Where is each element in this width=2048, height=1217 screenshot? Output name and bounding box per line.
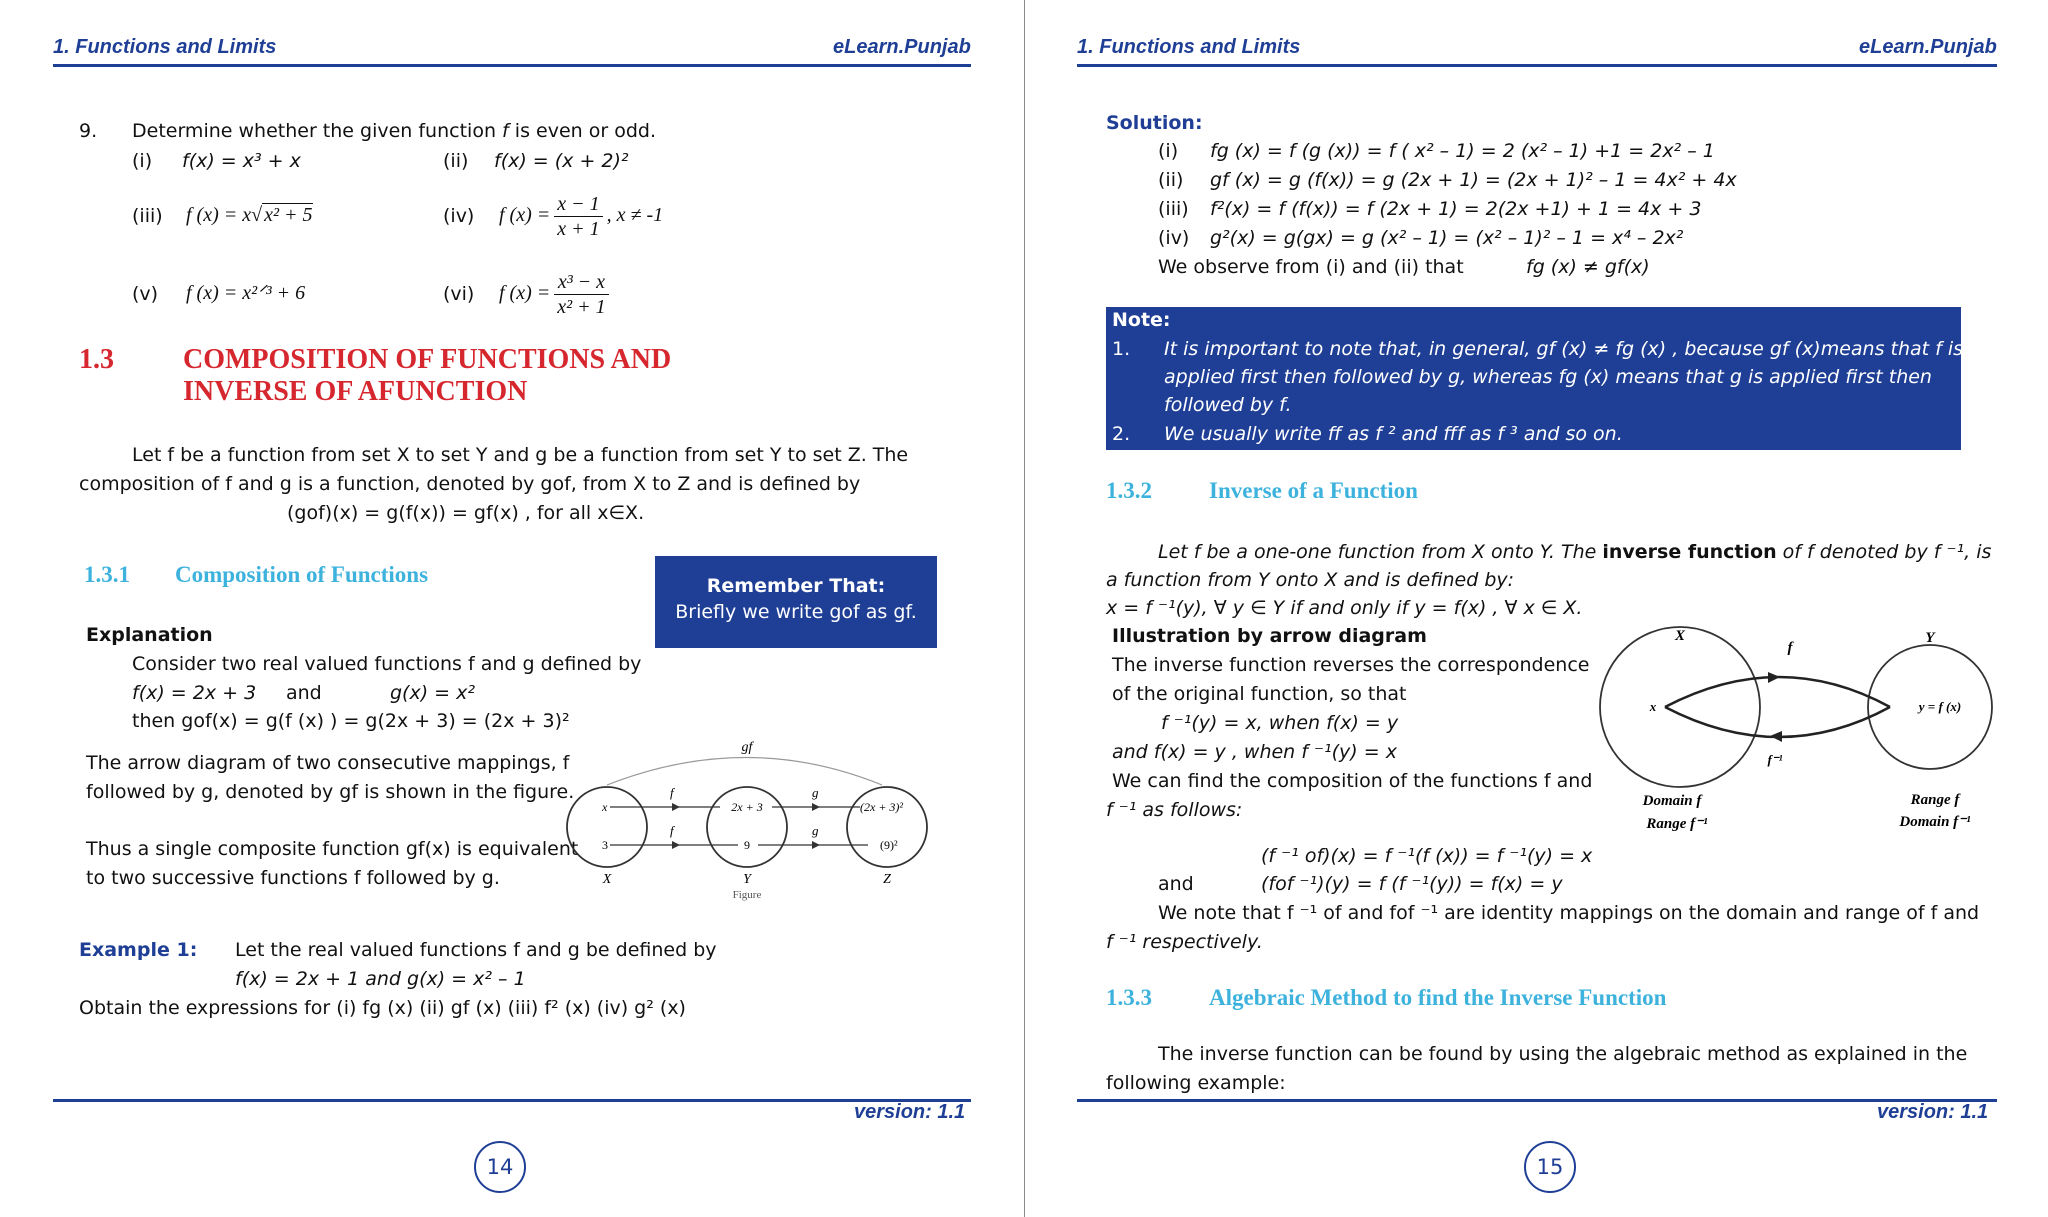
footer-rule [1077,1099,1997,1102]
question-number: 9. [79,120,98,142]
example-line3: Obtain the expressions for (i) fg (x) (ii) gf (x) (iii) f² (x) (iv) g² (x) [79,997,686,1019]
example-line2: f(x) = 2x + 1 and g(x) = x² – 1 [235,968,526,990]
fig2-set-y: Y [1925,630,1935,646]
sol-observe: We observe from (i) and (ii) that [1158,256,1464,278]
algebraic-line2: following example: [1106,1072,1286,1094]
sol-iv: g²(x) = g(gx) = g (x² – 1) = (x² – 1)² – 1 = x⁴ – 2x² [1210,227,1684,249]
fig-g-label-bottom: g [812,823,819,838]
header-rule [1077,64,1997,67]
section-title-line2: INVERSE OF AFUNCTION [183,376,528,407]
explanation-line3: then gof(x) = g(f (x) ) = g(2x + 3) = (2x + 3)² [132,710,570,732]
sol-ii: gf (x) = g (f(x)) = g (2x + 1) = (2x + 1)² – 1 = 4x² + 4x [1210,169,1737,191]
note-box [1106,307,1964,450]
header-rule [53,64,971,67]
version-label: version: 1.1 [1877,1101,1989,1123]
illustration-heading: Illustration by arrow diagram [1112,625,1427,647]
label-v: (v) [132,283,159,305]
explanation-gx: g(x) = x² [390,682,475,704]
fig-g-label-top: g [812,785,819,800]
subsection-title: Composition of Functions [175,562,429,587]
illus-line4: and f(x) = y , when f ⁻¹(y) = x [1112,741,1397,763]
composition-line1: (f ⁻¹ of)(x) = f ⁻¹(f (x)) = f ⁻¹(y) = x [1261,845,1593,867]
identity-line2: f ⁻¹ respectively. [1106,931,1263,953]
intro-line1: Let f be a function from set X to set Y and g be a function from set Y to set Z. The [132,444,909,466]
sol-observe-result: fg (x) ≠ gf(x) [1526,256,1650,278]
label-iii: (iii) [132,205,163,227]
label-vi: (vi) [443,283,475,305]
fig-set-z: Z [883,872,891,887]
intro-line2: composition of f and g is a function, denoted by gof, from X to Z and is defined by [79,473,861,495]
illus-line2: of the original function, so that [1112,683,1407,705]
inverse-line2: a function from Y onto X and is defined by: [1106,569,1515,591]
fig2-set-x: X [1674,628,1686,644]
illus-line6: f ⁻¹ as follows: [1106,799,1243,821]
sol-label-i: (i) [1158,140,1179,162]
illus-line3: f ⁻¹(y) = x, when f(x) = y [1161,712,1399,734]
fig2-y-point: y = f (x) [1918,699,1962,714]
solution-label: Solution: [1106,112,1203,134]
fig2-range-f: Range f [1910,792,1960,808]
example-line1: Let the real valued functions f and g be defined by [235,939,717,961]
inverse-line1: Let f be a one-one function from X onto Y. The inverse function of f denoted by f ⁻¹, is [1158,541,1992,563]
remember-box [655,556,937,648]
function-iv: f (x) = $\frac{x - 1}{x + 1}$ , x ≠ -1 [499,193,664,240]
function-vi: f (x) = $\frac{\text{x³ − x}}{\text{x² + 1}}$ [499,270,613,319]
arrow-para1: The arrow diagram of two consecutive mappings, f [86,752,570,774]
remember-title: Remember That: [706,575,886,597]
inverse-diagram [1590,622,2010,842]
sol-iii: f²(x) = f (f(x)) = f (2x + 1) = 2(2x +1) + 1 = 4x + 3 [1210,198,1702,220]
section-number: 1.3 [79,344,114,375]
page-number: 14 [474,1141,526,1193]
note-1-line2: applied first then followed by g, whereas fg (x) means that g is applied first then [1164,366,1932,388]
subsection-number-133: 1.3.3 [1106,985,1152,1010]
label-i: (i) [132,150,153,172]
fig-f-label-bottom: f [670,823,674,838]
sol-label-iii: (iii) [1158,198,1189,220]
fig-right-top: (2x + 3)² [860,800,904,814]
fig2-domain-finv: Domain f⁻¹ [1899,814,1971,830]
page-15 [1025,0,2048,1217]
fig-right-bottom: (9)² [880,838,898,852]
function-i: f(x) = x³ + x [182,150,301,172]
fig-set-y: Y [743,872,751,887]
label-iv: (iv) [443,205,475,227]
fig-mid-top: 2x + 3 [731,800,763,814]
fig-set-x: X [602,872,612,887]
fig2-domain-f: Domain f [1642,793,1702,809]
arrow-para2: followed by g, denoted by gf is shown in the figure. [86,781,575,803]
subsection-title-133: Algebraic Method to find the Inverse Function [1209,985,1667,1010]
composite-para1: Thus a single composite function gf(x) is equivalent [86,838,579,860]
fig2-x-point: x [1649,699,1657,714]
fig2-range-finv: Range f⁻¹ [1646,816,1708,832]
fig-f-label-top: f [670,785,674,800]
remember-text: Briefly we write gof as gf. [675,601,917,623]
explanation-and: and [286,682,322,704]
intro-line3: (gof)(x) = g(f(x)) = gf(x) , for all x∈X. [287,502,645,524]
question-text: Determine whether the given function f is even or odd. [132,120,656,142]
identity-line1: We note that f ⁻¹ of and fof ⁻¹ are identity mappings on the domain and range of f and [1158,902,1980,924]
function-ii: f(x) = (x + 2)² [494,150,629,172]
fig-caption: Figure [732,889,762,901]
sol-label-iv: (iv) [1158,227,1190,249]
chapter-header: 1. Functions and Limits [1077,36,1301,58]
function-iii: f (x) = x√ x² + 5 [186,204,313,226]
brand-header: eLearn.Punjab [833,36,971,58]
sol-i: fg (x) = f (g (x)) = f ( x² – 1) = 2 (x² – 1) +1 = 2x² – 1 [1210,140,1715,162]
fig-mid-bottom: 9 [744,838,750,852]
example-label: Example 1: [79,939,198,961]
fig-gf-label: gf [741,740,753,755]
illus-line5: We can find the composition of the functions f and [1112,770,1593,792]
composite-para2: to two successive functions f followed by g. [86,867,500,889]
fig2-finv-label: f⁻¹ [1767,752,1783,767]
subsection-number-132: 1.3.2 [1106,478,1152,503]
brand-header: eLearn.Punjab [1859,36,1997,58]
note-1-line1: It is important to note that, in general, gf (x) ≠ fg (x) , because gf (x)means that f is [1164,338,1964,360]
footer-rule [53,1099,971,1102]
note-num-1: 1. [1112,338,1131,360]
subsection-number: 1.3.1 [84,562,130,587]
fig-three-point: 3 [602,838,608,852]
fig2-f-label: f [1787,640,1793,656]
fig-x-point: x [602,800,608,814]
explanation-line1: Consider two real valued functions f and g defined by [132,653,642,675]
page-number: 15 [1524,1141,1576,1193]
explanation-fx: f(x) = 2x + 3 [132,682,257,704]
section-title-line1: COMPOSITION OF FUNCTIONS AND [183,344,672,375]
note-1-line3: followed by f. [1164,394,1292,416]
note-num-2: 2. [1112,423,1131,445]
label-ii: (ii) [443,150,469,172]
sol-label-ii: (ii) [1158,169,1184,191]
inverse-line3: x = f ⁻¹(y), ∀ y ∈ Y if and only if y = f(x) , ∀ x ∈ X. [1106,597,1583,619]
explanation-heading: Explanation [86,624,213,646]
composition-diagram [562,735,934,905]
function-v: f (x) = x²ᐟ³ + 6 [186,282,306,304]
algebraic-line1: The inverse function can be found by using the algebraic method as explained in the [1158,1043,1968,1065]
version-label: version: 1.1 [854,1101,966,1123]
illus-line1: The inverse function reverses the correspondence [1112,654,1590,676]
note-2-line1: We usually write ff as f ² and fff as f ³ and so on. [1164,423,1623,445]
composition-line2: (fof ⁻¹)(y) = f (f ⁻¹(y)) = f(x) = y [1261,873,1563,895]
composition-and: and [1158,873,1194,895]
note-label: Note: [1112,309,1171,331]
chapter-header: 1. Functions and Limits [53,36,277,58]
subsection-title-132: Inverse of a Function [1209,478,1418,503]
